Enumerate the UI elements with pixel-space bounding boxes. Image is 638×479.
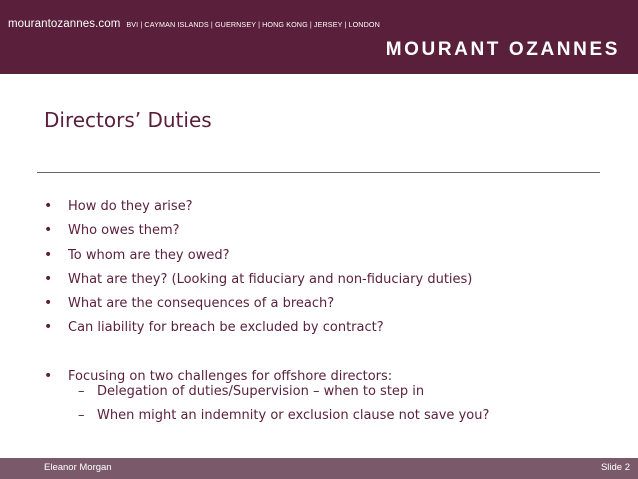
footer-bar <box>0 458 638 479</box>
bullet-icon: • <box>44 222 53 239</box>
bullet-text: Can liability for breach be excluded by contract? <box>68 320 384 336</box>
sub-bullet-text: When might an indemnity or exclusion clause not save you? <box>97 408 490 424</box>
bullet-icon: • <box>44 368 53 385</box>
bullet-item <box>44 218 472 242</box>
bullet-item <box>44 315 472 339</box>
bullet-icon: • <box>44 198 53 214</box>
bullet-text: How do they arise? <box>68 199 193 214</box>
header-bar <box>0 0 638 74</box>
bullet-text: To whom are they owed? <box>68 247 230 263</box>
bullet-icon: • <box>44 319 53 336</box>
slide-number: Slide 2 <box>600 462 630 473</box>
sub-bullet-item <box>78 404 489 428</box>
dash-icon: – <box>78 408 85 424</box>
bullet-text: What are they? (Looking at fiduciary and non-fiduciary duties) <box>68 271 473 287</box>
bullet-item <box>44 291 472 315</box>
slide-title: Directors’ Duties <box>44 108 212 132</box>
bullet-item <box>44 267 472 291</box>
bullet-text: What are the consequences of a breach? <box>68 296 335 312</box>
bullet-text: Who owes them? <box>68 223 180 239</box>
bullet-icon: • <box>44 270 53 287</box>
office-locations: BVI | CAYMAN ISLANDS | GUERNSEY | HONG KONG | JERSEY | LONDON <box>126 20 380 29</box>
title-divider <box>37 172 600 173</box>
bullet-spacer <box>44 340 472 364</box>
sub-bullet-item <box>78 380 489 404</box>
bullet-item <box>44 194 472 218</box>
sub-bullet-list <box>78 380 489 429</box>
bullet-icon: • <box>44 246 53 263</box>
bullet-item <box>44 243 472 267</box>
bullet-icon: • <box>44 295 53 312</box>
bullet-list <box>44 194 472 388</box>
sub-bullet-text: Delegation of duties/Supervision – when to step in <box>97 384 425 399</box>
brand-logo-text: MOURANT OZANNES <box>385 39 620 60</box>
site-url-link[interactable]: mourantozannes.com <box>8 18 121 30</box>
site-line <box>8 14 380 32</box>
dash-icon: – <box>78 384 85 399</box>
bullet-text: Focusing on two challenges for offshore directors: <box>68 369 393 385</box>
presenter-name: Eleanor Morgan <box>44 462 112 473</box>
